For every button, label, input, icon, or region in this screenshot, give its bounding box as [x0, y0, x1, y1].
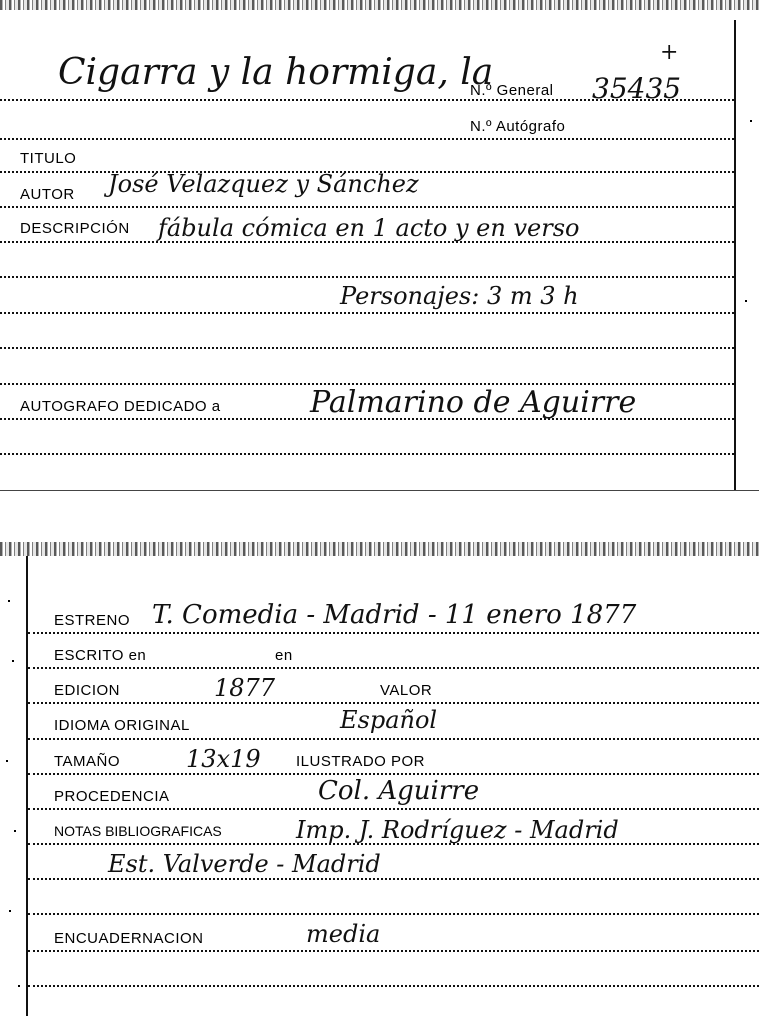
scan-speck	[14, 830, 16, 832]
scan-speck	[8, 600, 10, 602]
autor-handwritten: José Velazquez y Sánchez	[108, 170, 419, 198]
estreno-label: ESTRENO	[54, 612, 131, 629]
encuadernacion-handwritten: media	[306, 920, 381, 948]
edicion-label: EDICION	[54, 682, 121, 699]
general-number-label: N.º General	[470, 82, 554, 99]
plus-mark: +	[660, 40, 679, 65]
scan-speck	[12, 660, 14, 662]
title-handwritten: Cigarra y la hormiga, la	[58, 52, 494, 93]
scan-speck	[6, 760, 8, 762]
procedencia-label: PROCEDENCIA	[54, 788, 170, 805]
general-number-value: 35435	[592, 72, 682, 105]
autor-label: AUTOR	[20, 186, 75, 203]
personajes-handwritten: Personajes: 3 m 3 h	[340, 282, 579, 310]
idioma-handwritten: Español	[340, 706, 438, 734]
blank-rule-7	[28, 985, 759, 987]
titulo-label: TITULO	[20, 150, 77, 167]
scan-speck	[9, 910, 11, 912]
ilustrado-label: ILUSTRADO POR	[296, 753, 426, 770]
notas-rule-2	[28, 878, 759, 880]
notas-handwritten-line2: Est. Valverde - Madrid	[108, 850, 381, 878]
valor-label: VALOR	[380, 682, 433, 699]
encuadernacion-rule	[28, 950, 759, 952]
descripcion-label: DESCRIPCIÓN	[20, 220, 130, 237]
blank-rule-6	[28, 913, 759, 915]
edicion-handwritten: 1877	[214, 674, 276, 702]
dedicado-handwritten: Palmarino de Aguirre	[310, 385, 637, 420]
idioma-rule	[28, 738, 759, 740]
notas-handwritten: Imp. J. Rodríguez - Madrid	[296, 816, 619, 844]
descripcion-handwritten: fábula cómica en 1 acto y en verso	[158, 214, 580, 242]
scan-speck	[750, 120, 752, 122]
escrito-en-label: en	[275, 647, 293, 664]
escrito-label: ESCRITO en	[54, 647, 147, 664]
idioma-label: IDIOMA ORIGINAL	[54, 717, 190, 734]
dedicado-label: AUTOGRAFO DEDICADO a	[20, 398, 221, 415]
encuadernacion-label: ENCUADERNACION	[54, 930, 204, 947]
scan-speck	[745, 300, 747, 302]
edicion-rule	[28, 702, 759, 704]
tamano-handwritten: 13x19	[186, 745, 261, 773]
escrito-rule	[28, 667, 759, 669]
tamano-label: TAMAÑO	[54, 753, 121, 770]
estreno-rule	[28, 632, 759, 634]
tamano-rule	[28, 773, 759, 775]
procedencia-handwritten: Col. Aguirre	[318, 776, 480, 806]
scan-speck	[18, 985, 20, 987]
autografo-number-label: N.º Autógrafo	[470, 118, 566, 135]
procedencia-rule	[28, 808, 759, 810]
estreno-handwritten: T. Comedia - Madrid - 11 enero 1877	[152, 600, 637, 630]
notas-rule	[28, 843, 759, 845]
notas-label: NOTAS BIBLIOGRAFICAS	[54, 823, 222, 839]
